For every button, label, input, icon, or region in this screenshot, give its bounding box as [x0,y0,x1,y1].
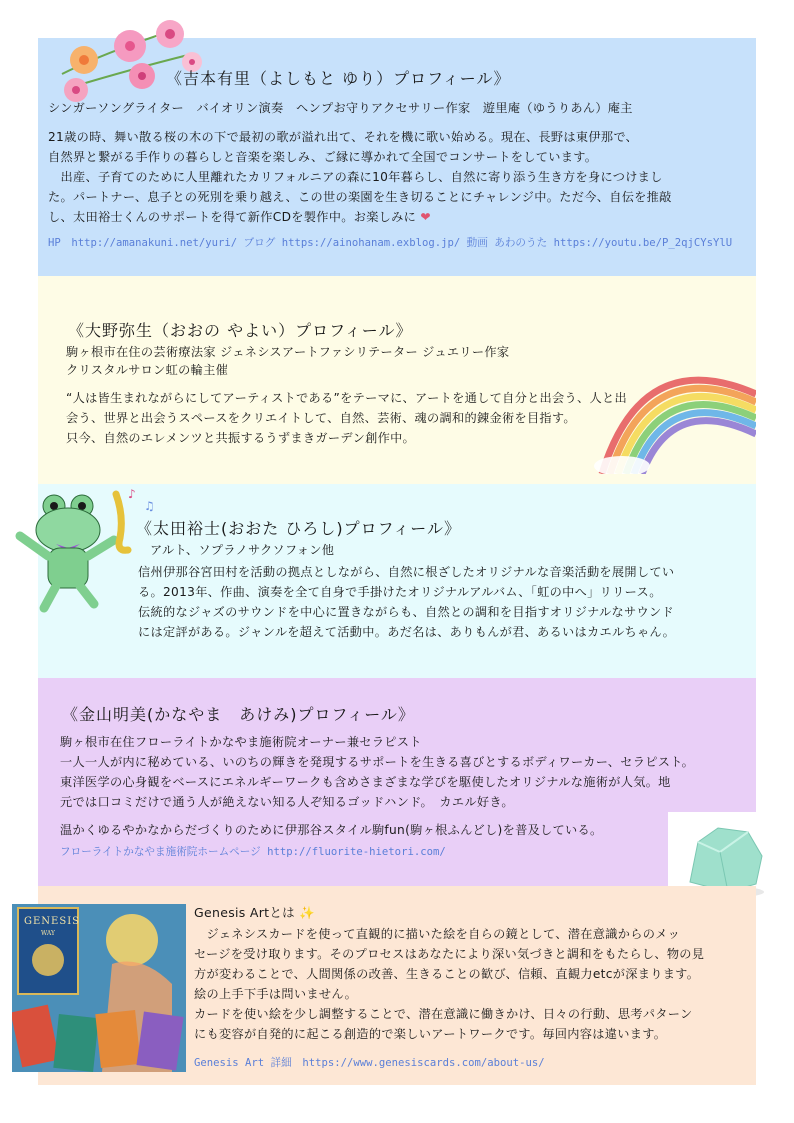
yayoi-line-2: 会う、世界と出会うスペースをクリエイトして、自然、芸術、魂の調和的錬金術を目指す。 [66,411,576,425]
svg-text:♫: ♫ [144,499,155,513]
yayoi-title: 《大野弥生（おおの やよい）プロフィール》 [68,321,413,340]
sparkle-icon: ✨ [299,905,316,920]
yuri-subtitle: シンガーソングライター バイオリン演奏 ヘンプお守りアクセサリー作家 遊里庵（ゆうりあん）庵主 [48,101,633,115]
hiroshi-line-4: には定評がある。ジャンルを超えて活動中。あだ名は、ありもんが君、あるいはカエルちゃん。 [138,625,676,639]
heart-icon: ❤ [420,210,431,224]
yuri-links[interactable]: HP http://amanakuni.net/yuri/ ブログ https://ainohanam.exblog.jp/ 動画 あわのうた https://youtu.be/P_2qjCYsYlU [48,237,733,249]
frog-saxophone-icon [8,486,158,616]
yuri-line-4: た。パートナー、息子との死別を乗り越え、この世の楽園を生き切ることにチャレンジ中。ただ今、自伝を推敲 [48,190,672,204]
genesis-line-1: ジェネシスカードを使って直観的に描いた絵を自らの鏡として、潜在意識からのメッ [194,927,681,941]
yuri-line-3: 出産、子育てのために人里離れたカリフォルニアの森に10年暮らし、自然に寄り添う生き方を身につけまし [48,170,663,184]
yuri-title: 《吉本有里（よしもと ゆり）プロフィール》 [166,69,511,88]
akemi-line-3: 東洋医学の心身観をベースにエネルギーワークも含めさまざまな学びを駆使したオリジナルな施術が人気。地 [60,775,671,789]
yuri-line-1: 21歳の時、舞い散る桜の木の下で最初の歌が溢れ出て、それを機に歌い始める。現在、長野は東伊那で、 [48,130,639,144]
akemi-line-1: 駒ヶ根市在住フローライトかなやま施術院オーナー兼セラピスト [60,735,422,749]
yayoi-subtitle-2: クリスタルサロン虹の輪主催 [66,363,229,377]
yayoi-line-3: 只今、自然のエレメンツと共振するうずまきガーデン創作中。 [66,431,416,445]
rainbow-icon [582,324,756,474]
akemi-link[interactable]: フローライトかなやま施術院ホームページ http://fluorite-hietori.com/ [60,846,446,858]
hiroshi-line-1: 信州伊那谷宮田村を活動の拠点としながら、自然に根ざしたオリジナルな音楽活動を展開してい [138,565,675,579]
genesis-line-3: 方が変わることで、人間関係の改善、生きることの歓び、信頼、直観力etcが深まります。 [194,967,700,981]
hiroshi-subtitle: アルト、ソプラノサクソフォン他 [150,543,335,557]
genesis-cards-image [12,904,186,1072]
genesis-title [194,903,315,923]
yayoi-subtitle-1: 駒ヶ根市在住の芸術療法家 ジェネシスアートファシリテーター ジュエリー作家 [66,345,510,359]
genesis-line-6: にも変容が自発的に起こる創造的で楽しいアートワークです。毎回内容は違います。 [194,1027,667,1041]
hiroshi-title: 《太田裕士(おおた ひろし)プロフィール》 [136,519,461,538]
profile-yayoi-section [38,276,756,484]
hiroshi-line-2: る。2013年、作曲、演奏を全て自身で手掛けたオリジナルアルバム、「虹の中へ」リリース。 [138,585,662,599]
akemi-line-2: 一人一人が内に秘めている、いのちの輝きを発現するサポートを生きる喜びとするボディワーカー、セラピスト。 [60,755,695,769]
genesis-card-sub: WAY [41,930,55,937]
svg-text:♪: ♪ [128,487,136,501]
akemi-line-4: 元では口コミだけで通う人が絶えない知る人ぞ知るゴッドハンド。 カエル好き。 [60,795,514,809]
genesis-line-4: 絵の上手下手は問いません。 [194,987,358,1001]
yuri-line-5-text: し、太田裕士くんのサポートを得て新作CDを製作中。お楽しみに [48,210,417,224]
yuri-line-5 [48,207,431,227]
yayoi-line-1: “人は皆生まれながらにしてアーティストである”をテーマに、アートを通して自分と出会う、人と出 [66,391,627,405]
profile-akemi-section [38,678,756,886]
genesis-card-title: GENESIS [24,916,80,927]
hiroshi-line-3: 伝統的なジャズのサウンドを中心に置きながらも、自然との調和を目指すオリジナルなサウンド [138,605,674,619]
genesis-title-text: Genesis Artとは [194,905,295,920]
akemi-title: 《金山明美(かなやま あけみ)プロフィール》 [62,705,415,724]
profile-yuri-section [38,38,756,276]
akemi-extra: 温かくゆるやかなからだづくりのために伊那谷スタイル駒fun(駒ヶ根ふんどし)を普及している。 [60,823,603,837]
genesis-line-2: セージを受け取ります。そのプロセスはあなたにより深い気づきと調和をもたらし、物の見 [194,947,705,961]
yuri-line-2: 自然界と繋がる手作りの暮らしと音楽を楽しみ、ご縁に導かれて全国でコンサートをしています。 [48,150,598,164]
flower-decoration-icon [42,14,222,104]
genesis-line-5: カードを使い絵を少し調整することで、潜在意識に働きかけ、日々の行動、思考パターン [194,1007,693,1021]
genesis-link[interactable]: Genesis Art 詳細 https://www.genesiscards.com/about-us/ [194,1057,545,1069]
